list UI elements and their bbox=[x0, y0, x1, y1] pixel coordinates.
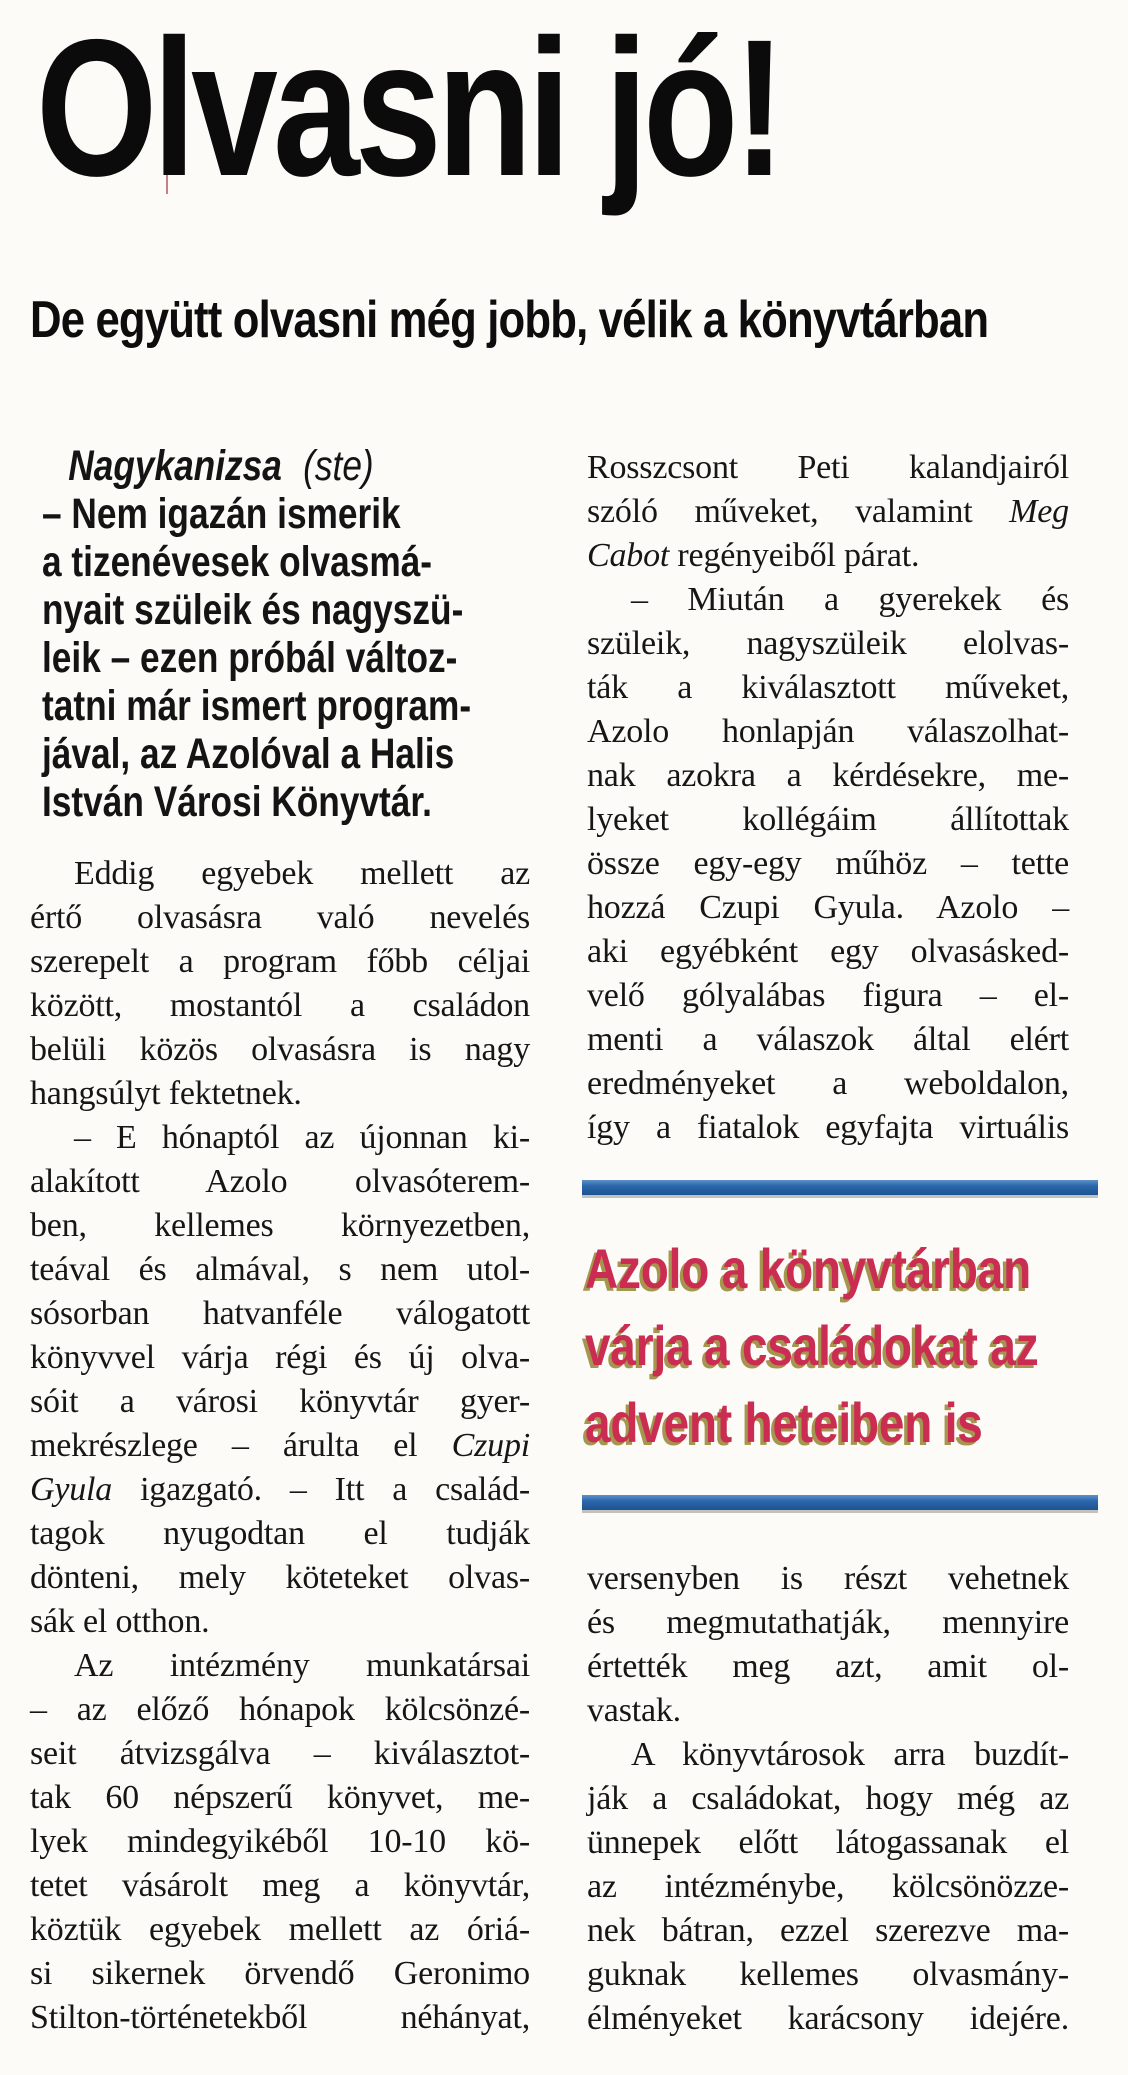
paragraph bbox=[30, 1644, 530, 2040]
text-line: a tizenévesek olvasmá- bbox=[42, 538, 433, 586]
text-line: sósorban hatvanféle válogatott bbox=[30, 1295, 530, 1332]
text-line: Eddig egyebek mellett az bbox=[74, 855, 530, 892]
lead-lines bbox=[42, 490, 567, 826]
paragraph bbox=[30, 852, 530, 1116]
text-line: alakított Azolo olvasóterem- bbox=[30, 1163, 530, 1200]
text-line: István Városi Könyvtár. bbox=[42, 778, 432, 826]
pull-quote-text bbox=[585, 1230, 1039, 1461]
text-line: élményeket karácsony idejére. bbox=[587, 2000, 1069, 2037]
text-line: si sikernek örvendő Geronimo bbox=[30, 1955, 530, 1992]
text-line: eredményeket a weboldalon, bbox=[587, 1065, 1069, 1102]
text-line: hangsúlyt fektetnek. bbox=[30, 1075, 302, 1112]
right-column bbox=[587, 446, 1069, 2041]
paragraph bbox=[30, 1116, 530, 1644]
text-line: – Miután a gyerekek és bbox=[631, 581, 1069, 618]
text-line: ják a családokat, hogy még az bbox=[587, 1780, 1069, 1817]
text-line: köztük egyebek mellett az óriá- bbox=[30, 1911, 530, 1948]
text-line: Az intézmény munkatársai bbox=[74, 1647, 530, 1684]
text-line: Stilton-történetekből néhányat, bbox=[30, 1999, 530, 2036]
text-line: könyvvel várja régi és új olva- bbox=[30, 1339, 530, 1376]
text-line: Azolo a könyvtárban bbox=[585, 1237, 1031, 1300]
text-line: lyek mindegyikéből 10-10 kö- bbox=[30, 1823, 530, 1860]
text-line: advent heteiben is bbox=[585, 1391, 983, 1454]
text-line: – az előző hónapok kölcsönzé- bbox=[30, 1691, 530, 1728]
paragraph bbox=[587, 446, 1069, 578]
dateline: Nagykanizsa bbox=[68, 442, 282, 490]
divider-rule-bottom bbox=[582, 1495, 1098, 1513]
text-line: tak 60 népszerű könyvet, me- bbox=[30, 1779, 530, 1816]
text-line: belüli közös olvasásra is nagy bbox=[30, 1031, 530, 1068]
text-line: seit átvizsgálva – kiválasztot- bbox=[30, 1735, 530, 1772]
byline: (ste) bbox=[303, 442, 374, 490]
text-line: várja a családokat az bbox=[585, 1314, 1039, 1377]
text-line: szüleik, nagyszüleik elolvas- bbox=[587, 625, 1069, 662]
text-line: hozzá Czupi Gyula. Azolo – bbox=[587, 889, 1069, 926]
text-line: nek bátran, ezzel szerezve ma- bbox=[587, 1912, 1069, 1949]
text-line: – E hónaptól az újonnan ki- bbox=[74, 1119, 530, 1156]
text-line: sóit a városi könyvtár gyer- bbox=[30, 1383, 530, 1420]
divider-rule-top bbox=[582, 1180, 1098, 1198]
text-line: szóló műveket, valamint Meg bbox=[587, 493, 1069, 530]
text-line: össze egy-egy műhöz – tette bbox=[587, 845, 1069, 882]
paragraph bbox=[587, 578, 1069, 1150]
text-line: között, mostantól a családon bbox=[30, 987, 530, 1024]
text-line: értő olvasásra való nevelés bbox=[30, 899, 530, 936]
text-line: mekrészlege – árulta el Czupi bbox=[30, 1427, 530, 1464]
text-line: lyeket kollégáim állítottak bbox=[587, 801, 1069, 838]
text-line: guknak kellemes olvasmány- bbox=[587, 1956, 1069, 1993]
text-line: ünnepek előtt látogassanak el bbox=[587, 1824, 1069, 1861]
text-line: nyait szüleik és nagyszü- bbox=[42, 586, 464, 634]
paragraph bbox=[587, 1733, 1069, 2041]
text-line: Azolo honlapján válaszolhat- bbox=[587, 713, 1069, 750]
text-line: és megmutathatják, mennyire bbox=[587, 1604, 1069, 1641]
text-line: ták a kiválasztott műveket, bbox=[587, 669, 1069, 706]
text-line: velő gólyalábas figura – el- bbox=[587, 977, 1069, 1014]
text-line: Cabot regényeiből párat. bbox=[587, 537, 920, 574]
text-line: teával és almával, s nem utol- bbox=[30, 1251, 530, 1288]
text-line: jával, az Azolóval a Halis bbox=[42, 730, 455, 778]
text-line: értették meg azt, amit ol- bbox=[587, 1648, 1069, 1685]
text-line: aki egyébként egy olvasásked- bbox=[587, 933, 1069, 970]
lead-paragraph bbox=[42, 442, 567, 826]
article-subtitle: De együtt olvasni még jobb, vélik a könyvtárban bbox=[30, 291, 989, 349]
text-line: Gyula igazgató. – Itt a család- bbox=[30, 1471, 530, 1508]
text-line: tagok nyugodtan el tudják bbox=[30, 1515, 530, 1552]
text-line: így a fiatalok egyfajta virtuális bbox=[587, 1109, 1069, 1146]
article-title: Olvasni jó! bbox=[36, 0, 781, 217]
pull-quote bbox=[582, 1180, 1098, 1513]
paragraph bbox=[587, 1557, 1069, 1733]
text-line: versenyben is részt vehetnek bbox=[587, 1560, 1069, 1597]
text-line: tetet vásárolt meg a könyvtár, bbox=[30, 1867, 530, 1904]
dateline-line bbox=[42, 442, 567, 490]
text-line: menti a válaszok által elért bbox=[587, 1021, 1069, 1058]
text-line: dönteni, mely köteteket olvas- bbox=[30, 1559, 530, 1596]
text-line: az intézménybe, kölcsönözze- bbox=[587, 1868, 1069, 1905]
text-line: sák el otthon. bbox=[30, 1603, 210, 1640]
text-line: – Nem igazán ismerik bbox=[42, 490, 401, 538]
text-line: szerepelt a program főbb céljai bbox=[30, 943, 530, 980]
text-line: leik – ezen próbál változ- bbox=[42, 634, 458, 682]
text-line: A könyvtárosok arra buzdít- bbox=[631, 1736, 1069, 1773]
text-line: Rosszcsont Peti kalandjairól bbox=[587, 449, 1069, 486]
text-line: tatni már ismert program- bbox=[42, 682, 472, 730]
left-column bbox=[30, 852, 530, 2040]
text-line: nak azokra a kérdésekre, me- bbox=[587, 757, 1069, 794]
text-line: ben, kellemes környezetben, bbox=[30, 1207, 530, 1244]
text-line: vastak. bbox=[587, 1692, 681, 1729]
